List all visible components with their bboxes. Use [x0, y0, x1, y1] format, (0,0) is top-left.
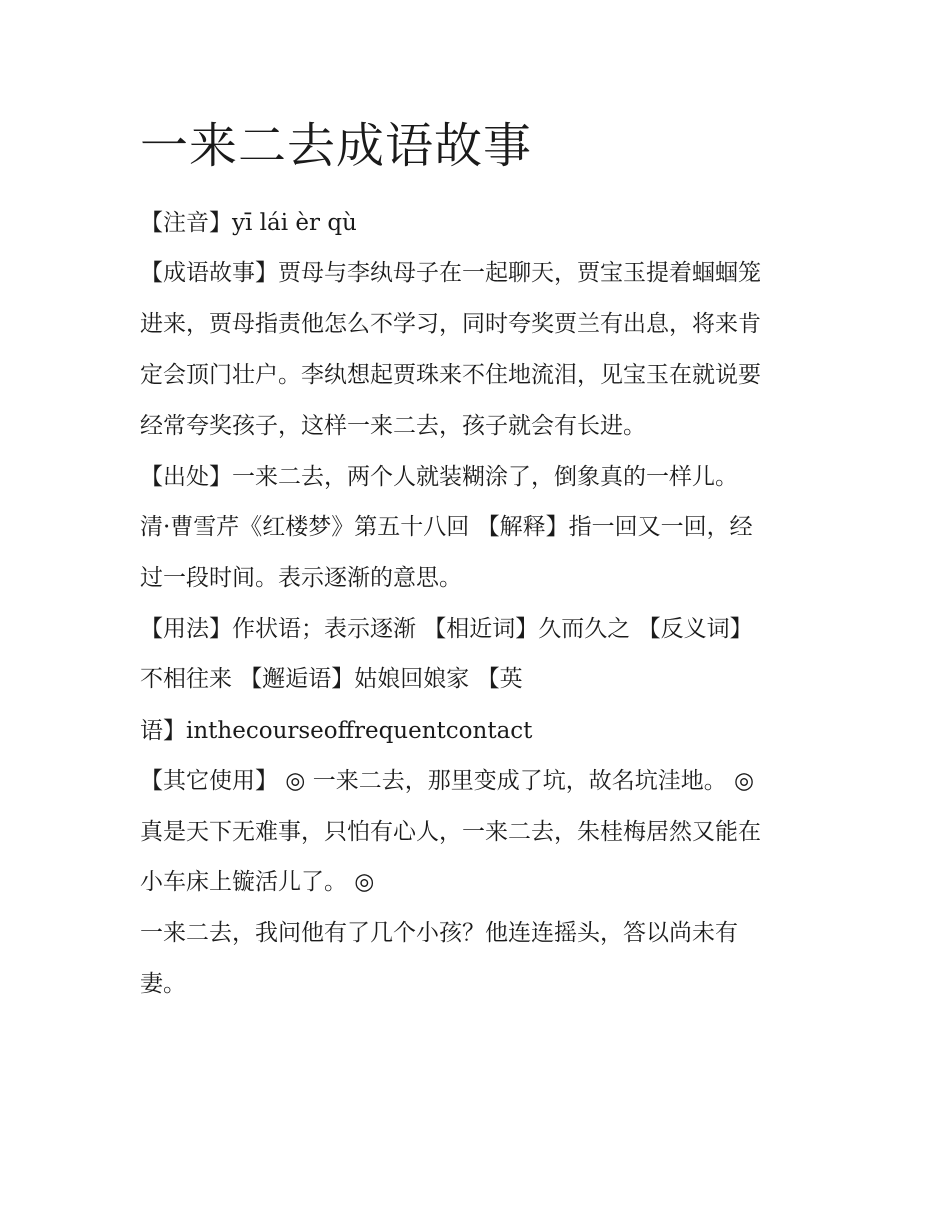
- text-line-story-1: 【成语故事】贾母与李纨母子在一起聊天，贾宝玉提着蝈蝈笼: [140, 260, 761, 286]
- text-line-story-4: 经常夸奖孩子，这样一来二去，孩子就会有长进。: [140, 413, 646, 439]
- text-line-usage-2: 不相往来 【邂逅语】姑娘回娘家 【英: [140, 666, 523, 692]
- text-line-examples-3: 小车床上镟活儿了。 ◎: [140, 869, 375, 895]
- text-line-pinyin: 【注音】yī lái èr qù: [140, 210, 357, 236]
- text-line-story-2: 进来，贾母指责他怎么不学习，同时夸奖贾兰有出息，将来肯: [140, 311, 761, 337]
- text-line-usage-1: 【用法】作状语；表示逐渐 【相近词】久而久之 【反义词】: [140, 616, 753, 642]
- text-line-examples-1: 【其它使用】 ◎ 一来二去，那里变成了坑，故名坑洼地。 ◎: [140, 768, 755, 794]
- text-line-story-3: 定会顶门壮户。李纨想起贾珠来不住地流泪，见宝玉在就说要: [140, 362, 761, 388]
- document-title: 一来二去成语故事: [140, 118, 533, 174]
- text-line-examples-2: 真是天下无难事，只怕有心人，一来二去，朱桂梅居然又能在: [140, 819, 761, 845]
- text-line-source-1: 【出处】一来二去，两个人就装糊涂了，倒象真的一样儿。: [140, 464, 738, 490]
- text-line-examples-4: 一来二去，我问他有了几个小孩？他连连摇头，答以尚未有: [140, 920, 738, 946]
- text-line-explanation: 过一段时间。表示逐渐的意思。: [140, 565, 462, 591]
- text-line-source-2: 清·曹雪芹《红楼梦》第五十八回 【解释】指一回又一回，经: [140, 514, 753, 540]
- text-line-examples-5: 妻。: [140, 971, 186, 997]
- text-line-english: 语】inthecourseoffrequentcontact: [140, 718, 533, 744]
